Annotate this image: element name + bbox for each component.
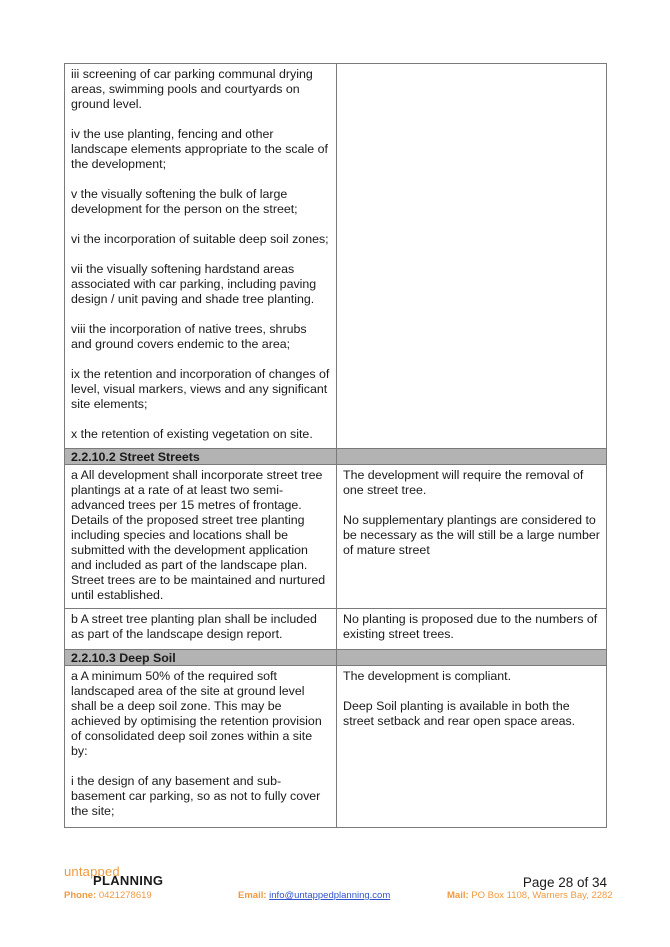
control-text: vii the visually softening hardstand areas associated with car parking, including paving design / unit paving and shade tree planting. [71, 262, 317, 306]
assessment-table [64, 63, 607, 828]
control-text: a All development shall incorporate street tree plantings at a rate of at least two semi- advanced trees per 15 metres of frontage. Details of the proposed street tree planting including species and locations shall be submitted with the development application and included as part of the landscape plan. Street trees are to be maintained and nurtured until established. [71, 468, 326, 602]
response-cell [337, 609, 607, 650]
controls-cell [65, 666, 337, 828]
control-text: i the design of any basement and sub- basement car parking, so as not to fully cover the site; [71, 774, 321, 818]
control-text: iv the use planting, fencing and other landscape elements appropriate to the scale of the development; [71, 127, 328, 171]
section-heading: 2.2.10.3 Deep Soil [65, 650, 337, 666]
section-heading-blank [337, 650, 607, 666]
table-row [65, 666, 607, 828]
footer-email [238, 890, 390, 901]
control-text: vi the incorporation of suitable deep soil zones; [71, 232, 329, 246]
response-cell [337, 64, 607, 449]
control-text: a A minimum 50% of the required soft landscaped area of the site at ground level shall be a deep soil zone. This may be achieved by optimising the retention provision of consolidated deep soil zones within a site by: [71, 669, 322, 758]
table-row [65, 64, 607, 449]
email-link[interactable]: info@untappedplanning.com [269, 890, 391, 901]
table-row [65, 465, 607, 609]
response-text: Deep Soil planting is available in both the street setback and rear open space areas. [343, 699, 576, 728]
controls-cell [65, 609, 337, 650]
phone-value: 0421278619 [98, 890, 152, 901]
section-header-row [65, 650, 607, 666]
mail-label: Mail: [447, 890, 469, 901]
controls-cell [65, 465, 337, 609]
response-text: No planting is proposed due to the numbers of existing street trees. [343, 612, 598, 641]
response-text: The development is compliant. [343, 669, 512, 683]
response-cell [337, 465, 607, 609]
section-header-row [65, 449, 607, 465]
response-cell [337, 666, 607, 828]
mail-value: PO Box 1108, Warners Bay, 2282 [471, 890, 613, 901]
phone-label: Phone: [64, 890, 97, 901]
footer-phone [64, 890, 152, 901]
control-text: v the visually softening the bulk of large development for the person on the street; [71, 187, 298, 216]
control-text: ix the retention and incorporation of changes of level, visual markers, views and any significant site elements; [71, 367, 330, 411]
email-label: Email: [238, 890, 267, 901]
control-text: iii screening of car parking communal drying areas, swimming pools and courtyards on ground level. [71, 67, 313, 111]
controls-cell [65, 64, 337, 449]
logo-planning-text: PLANNING [93, 873, 164, 888]
section-heading-blank [337, 449, 607, 465]
section-heading: 2.2.10.2 Street Streets [65, 449, 337, 465]
page-number: Page 28 of 34 [522, 875, 607, 890]
table-row [65, 609, 607, 650]
response-text: The development will require the removal of one street tree. [343, 468, 584, 497]
control-text: viii the incorporation of native trees, shrubs and ground covers endemic to the area; [71, 322, 307, 351]
control-text: b A street tree planting plan shall be included as part of the landscape design report. [71, 612, 317, 641]
footer-mail [447, 890, 613, 901]
response-text: No supplementary plantings are considered to be necessary as the will still be a large number of mature street [343, 513, 600, 557]
control-text: x the retention of existing vegetation on site. [71, 427, 313, 441]
logo-untapped-text: untapped [64, 864, 120, 879]
